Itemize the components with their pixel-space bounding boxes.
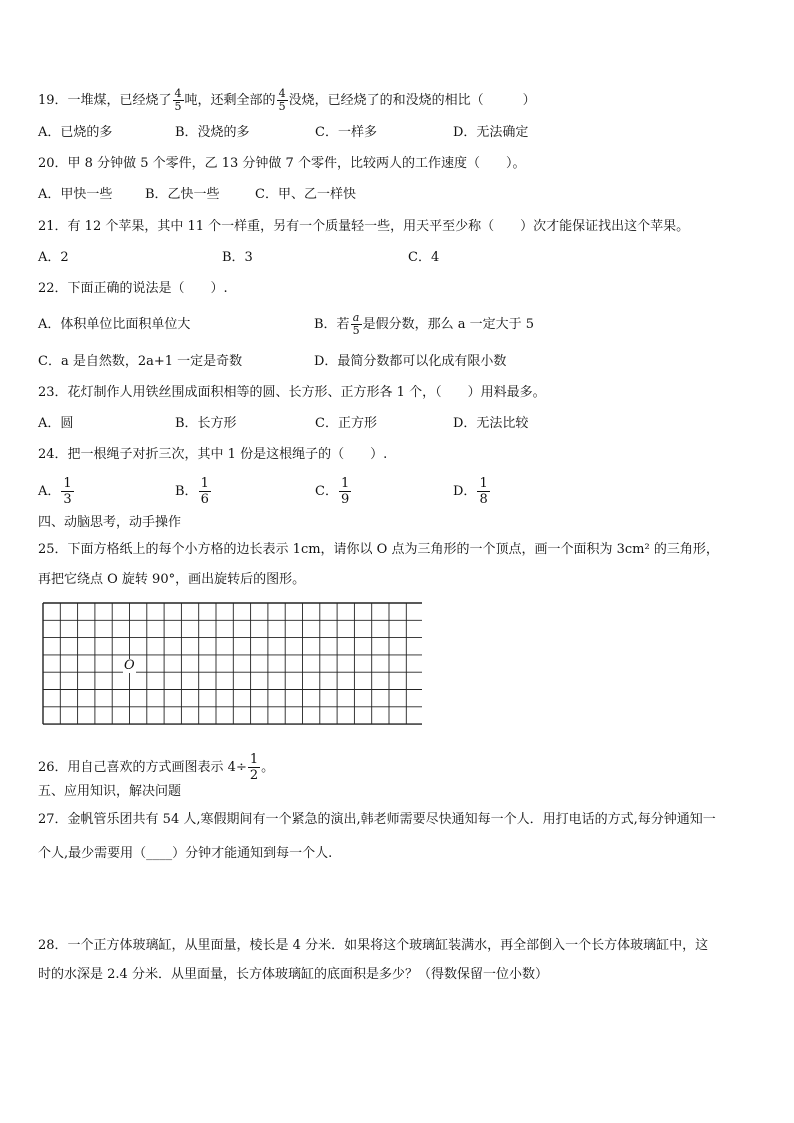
question-25-line-1: 25．下面方格纸上的每个小方格的边长表示 1cm，请你以 O 点为三角形的一个顶点，画一个面积为 3cm² 的三角形， <box>38 542 719 557</box>
option: C．4 <box>408 250 440 265</box>
option <box>314 312 534 337</box>
grid-svg <box>42 602 422 732</box>
section-heading: 四、动脑思考，动手操作 <box>38 515 182 530</box>
fraction: $\frac{1}{6}$ <box>200 476 209 507</box>
option <box>38 476 75 507</box>
grid-paper <box>42 602 422 736</box>
question-24: 24．把一根绳子对折三次，其中 1 份是这根绳子的（ ）. <box>38 447 388 462</box>
fraction: $\frac{1}{3}$ <box>63 476 72 507</box>
fraction: $\frac{4}{5}$ <box>278 87 286 113</box>
question-26-text-a: 26．用自己喜欢的方式画图表示 4÷ <box>38 760 247 775</box>
option: B．长方形 <box>175 416 237 431</box>
question-28-line-1: 28．一个正方体玻璃缸，从里面量，棱长是 4 分米．如果将这个玻璃缸装满水，再全部倒入一个长方体玻璃缸中，这 <box>38 938 709 953</box>
question-19-text-c: 没烧，已经烧了的和没烧的相比（ ） <box>288 93 536 108</box>
option: D．无法比较 <box>453 416 529 431</box>
section-heading: 五、应用知识，解决问题 <box>38 784 182 799</box>
question-20: 20．甲 8 分钟做 5 个零件，乙 13 分钟做 7 个零件，比较两人的工作速度（ ）。 <box>38 156 526 171</box>
option <box>175 476 212 507</box>
option: A．体积单位比面积单位大 <box>38 317 191 332</box>
option: B．没烧的多 <box>175 125 250 140</box>
option-label: B． <box>175 484 198 499</box>
question-26-text-b: 。 <box>261 760 275 775</box>
question-21: 21．有 12 个苹果，其中 11 个一样重，另有一个质量轻一些，用天平至少称（ ）次才能保证找出这个苹果。 <box>38 219 690 234</box>
fraction: $\frac{1}{9}$ <box>340 476 350 507</box>
option: B．3 <box>222 250 253 265</box>
option: A．圆 <box>38 416 74 431</box>
option: C．一样多 <box>315 125 377 140</box>
option: A．甲快一些 <box>38 187 113 202</box>
option: D．无法确定 <box>453 125 529 140</box>
question-19-text-a: 19．一堆煤，已经烧了 <box>38 93 172 108</box>
option-label: C． <box>315 484 338 499</box>
question-19 <box>38 88 536 113</box>
question-27-line-2: 个人,最少需要用（____）分钟才能通知到每一个人. <box>38 846 333 861</box>
option-label: A． <box>38 484 61 499</box>
option <box>315 476 352 507</box>
option: D．最简分数都可以化成有限小数 <box>314 354 507 369</box>
option: C．a 是自然数，2a+1 一定是奇数 <box>38 354 243 369</box>
question-28-line-2: 时的水深是 2.4 分米．从里面量，长方体玻璃缸的底面积是多少？（得数保留一位小数） <box>38 967 548 982</box>
question-25-line-2: 再把它绕点 O 旋转 90°，画出旋转后的图形。 <box>38 572 306 587</box>
option: A．已烧的多 <box>38 125 113 140</box>
fraction: $\frac{4}{5}$ <box>174 87 182 113</box>
option <box>453 476 491 507</box>
option: A．2 <box>38 250 69 265</box>
fraction: $\frac{a}{5}$ <box>352 311 360 337</box>
question-27-line-1: 27．金帆管乐团共有 54 人,寒假期间有一个紧急的演出,韩老师需要尽快通知每一个人．用打电话的方式,每分钟通知一 <box>38 812 716 827</box>
point-o-label: O <box>124 658 135 673</box>
question-26 <box>38 752 274 783</box>
question-19-text-b: 吨，还剩全部的 <box>184 93 276 108</box>
option-b-text-a: B．若 <box>314 317 350 332</box>
option-b-text-b: 是假分数，那么 a 一定大于 5 <box>362 317 534 332</box>
fraction: $\frac{1}{2}$ <box>249 752 259 783</box>
question-23: 23．花灯制作人用铁丝围成面积相等的圆、长方形、正方形各 1 个，（ ）用料最多。 <box>38 385 546 400</box>
option: C．正方形 <box>315 416 377 431</box>
option-label: D． <box>453 484 477 499</box>
option: C．甲、乙一样快 <box>255 187 356 202</box>
option: B．乙快一些 <box>145 187 220 202</box>
question-22: 22．下面正确的说法是（ ）. <box>38 281 228 296</box>
fraction: $\frac{1}{8}$ <box>479 476 488 507</box>
